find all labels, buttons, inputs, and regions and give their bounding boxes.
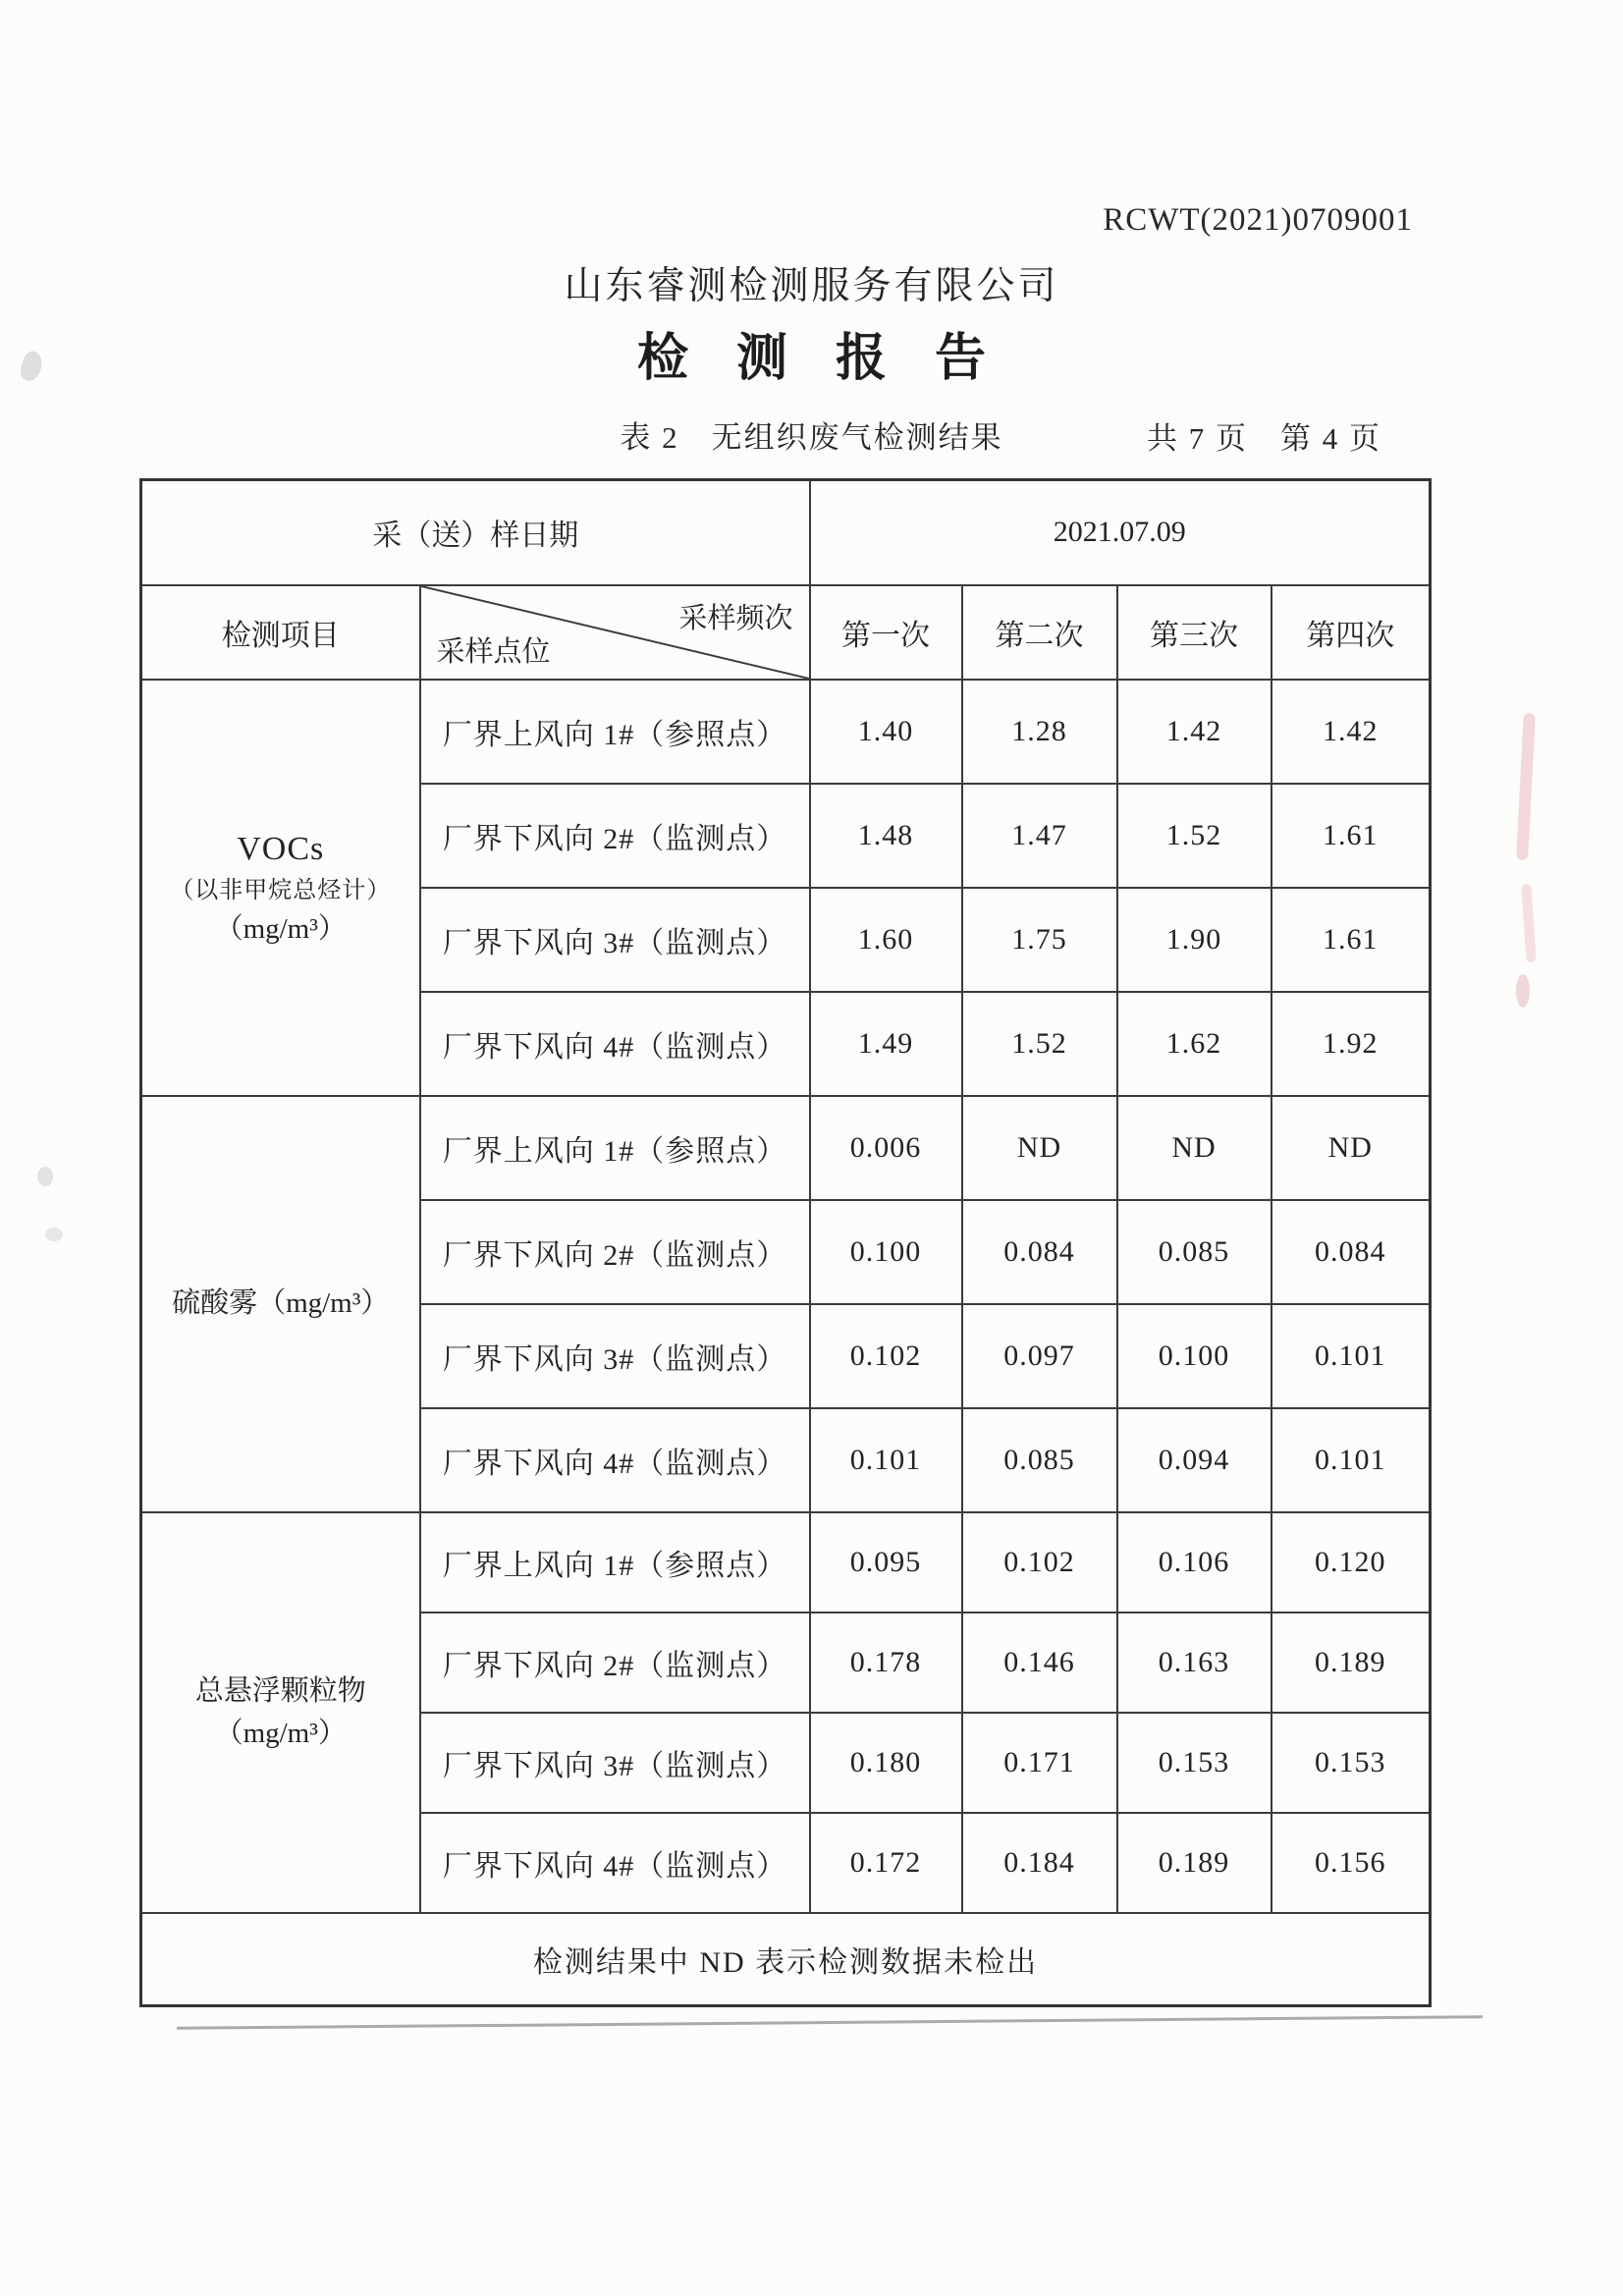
- value-cell: 0.178: [810, 1613, 962, 1713]
- footnote-cell: 检测结果中 ND 表示检测数据未检出: [141, 1913, 1431, 2006]
- sample-point-cell: 厂界上风向 1#（参照点）: [420, 680, 810, 784]
- value-cell: ND: [1117, 1096, 1271, 1200]
- company-name: 山东睿测检测服务有限公司: [564, 265, 1059, 307]
- report-number: RCWT(2021)0709001: [1103, 202, 1413, 238]
- item-cell-sulfuric-mist: [141, 1096, 420, 1512]
- value-cell: 0.085: [1117, 1200, 1271, 1304]
- value-cell: ND: [1271, 1096, 1431, 1200]
- value-cell: 1.60: [810, 888, 962, 992]
- value-cell: 0.120: [1271, 1512, 1431, 1613]
- freq-header-cell: 第四次: [1271, 585, 1431, 680]
- scan-artifact: [45, 1228, 63, 1241]
- sample-point-cell: 厂界下风向 4#（监测点）: [420, 992, 810, 1096]
- value-cell: 0.100: [810, 1200, 962, 1304]
- value-cell: 0.153: [1271, 1713, 1431, 1813]
- freq-header-cell: 第一次: [810, 585, 962, 680]
- date-row: [141, 480, 1431, 585]
- sample-point-cell: 厂界下风向 3#（监测点）: [420, 888, 810, 992]
- value-cell: 0.172: [810, 1813, 962, 1913]
- value-cell: 1.61: [1271, 784, 1431, 888]
- diagonal-header-cell: [420, 585, 810, 680]
- freq-header-cell: 第三次: [1117, 585, 1271, 680]
- diag-top-label: 采样频次: [678, 602, 793, 634]
- item-line: （mg/m³）: [214, 1717, 347, 1749]
- value-cell: 0.084: [962, 1200, 1117, 1304]
- value-cell: 1.42: [1117, 680, 1271, 784]
- sample-point-cell: 厂界上风向 1#（参照点）: [420, 1096, 810, 1200]
- value-cell: 0.101: [810, 1408, 962, 1512]
- sample-point-cell: 厂界下风向 2#（监测点）: [420, 1613, 810, 1713]
- item-cell-tsp: [141, 1512, 420, 1913]
- table-row: [141, 680, 1431, 784]
- scan-artifact: [37, 1167, 53, 1186]
- table-caption-row: [0, 412, 1623, 458]
- scan-artifact: [1516, 974, 1530, 1008]
- sample-point-cell: 厂界下风向 3#（监测点）: [420, 1304, 810, 1408]
- value-cell: 1.62: [1117, 992, 1271, 1096]
- value-cell: 1.92: [1271, 992, 1431, 1096]
- item-line: （以非甲烷总烃计）: [170, 877, 392, 903]
- item-cell-vocs: [141, 680, 420, 1096]
- value-cell: 0.084: [1271, 1200, 1431, 1304]
- table-row: [141, 1096, 1431, 1200]
- value-cell: 0.094: [1117, 1408, 1271, 1512]
- value-cell: 0.097: [962, 1304, 1117, 1408]
- sample-point-cell: 厂界下风向 4#（监测点）: [420, 1408, 810, 1512]
- value-cell: 0.171: [962, 1713, 1117, 1813]
- table-caption: 表 2 无组织废气检测结果: [620, 420, 1003, 455]
- report-title: 检 测 报 告: [636, 331, 1003, 387]
- value-cell: 1.28: [962, 680, 1117, 784]
- scan-artifact: [1521, 884, 1537, 963]
- item-line: VOCs: [237, 831, 325, 868]
- value-cell: 1.90: [1117, 888, 1271, 992]
- value-cell: 0.101: [1271, 1304, 1431, 1408]
- item-line: 总悬浮颗粒物: [194, 1675, 366, 1708]
- results-table: [139, 478, 1432, 2007]
- page-indicator: 共 7 页 第 4 页: [1147, 421, 1381, 456]
- value-cell: 0.101: [1271, 1408, 1431, 1512]
- sample-point-cell: 厂界上风向 1#（参照点）: [420, 1512, 810, 1613]
- value-cell: 0.006: [810, 1096, 962, 1200]
- value-cell: 1.47: [962, 784, 1117, 888]
- header-row: [141, 585, 1431, 680]
- sample-point-cell: 厂界下风向 4#（监测点）: [420, 1813, 810, 1913]
- sample-point-cell: 厂界下风向 2#（监测点）: [420, 1200, 810, 1304]
- value-cell: 1.48: [810, 784, 962, 888]
- value-cell: 0.146: [962, 1613, 1117, 1713]
- sample-point-cell: 厂界下风向 3#（监测点）: [420, 1713, 810, 1813]
- value-cell: 0.102: [810, 1304, 962, 1408]
- value-cell: 1.75: [962, 888, 1117, 992]
- value-cell: 1.61: [1271, 888, 1431, 992]
- value-cell: 1.40: [810, 680, 962, 784]
- value-cell: 0.163: [1117, 1613, 1271, 1713]
- value-cell: 1.52: [962, 992, 1117, 1096]
- value-cell: 1.49: [810, 992, 962, 1096]
- item-header-cell: 检测项目: [141, 585, 420, 680]
- value-cell: 0.189: [1117, 1813, 1271, 1913]
- diag-bottom-label: 采样点位: [436, 635, 551, 668]
- value-cell: 0.095: [810, 1512, 962, 1613]
- value-cell: 0.180: [810, 1713, 962, 1813]
- value-cell: 0.156: [1271, 1813, 1431, 1913]
- value-cell: 0.102: [962, 1512, 1117, 1613]
- freq-header-cell: 第二次: [962, 585, 1117, 680]
- value-cell: 0.184: [962, 1813, 1117, 1913]
- item-line: （mg/m³）: [214, 912, 347, 945]
- date-label-cell: 采（送）样日期: [141, 480, 810, 585]
- value-cell: 1.42: [1271, 680, 1431, 784]
- value-cell: 0.189: [1271, 1613, 1431, 1713]
- footnote-row: [141, 1913, 1431, 2006]
- value-cell: ND: [962, 1096, 1117, 1200]
- value-cell: 0.106: [1117, 1512, 1271, 1613]
- table-row: [141, 1512, 1431, 1613]
- scan-artifact: [177, 2015, 1483, 2030]
- scan-artifact: [1516, 713, 1536, 860]
- sample-point-cell: 厂界下风向 2#（监测点）: [420, 784, 810, 888]
- value-cell: 0.153: [1117, 1713, 1271, 1813]
- value-cell: 0.085: [962, 1408, 1117, 1512]
- value-cell: 0.100: [1117, 1304, 1271, 1408]
- value-cell: 1.52: [1117, 784, 1271, 888]
- item-line: 硫酸雾（mg/m³）: [172, 1287, 390, 1320]
- date-value-cell: 2021.07.09: [810, 480, 1431, 585]
